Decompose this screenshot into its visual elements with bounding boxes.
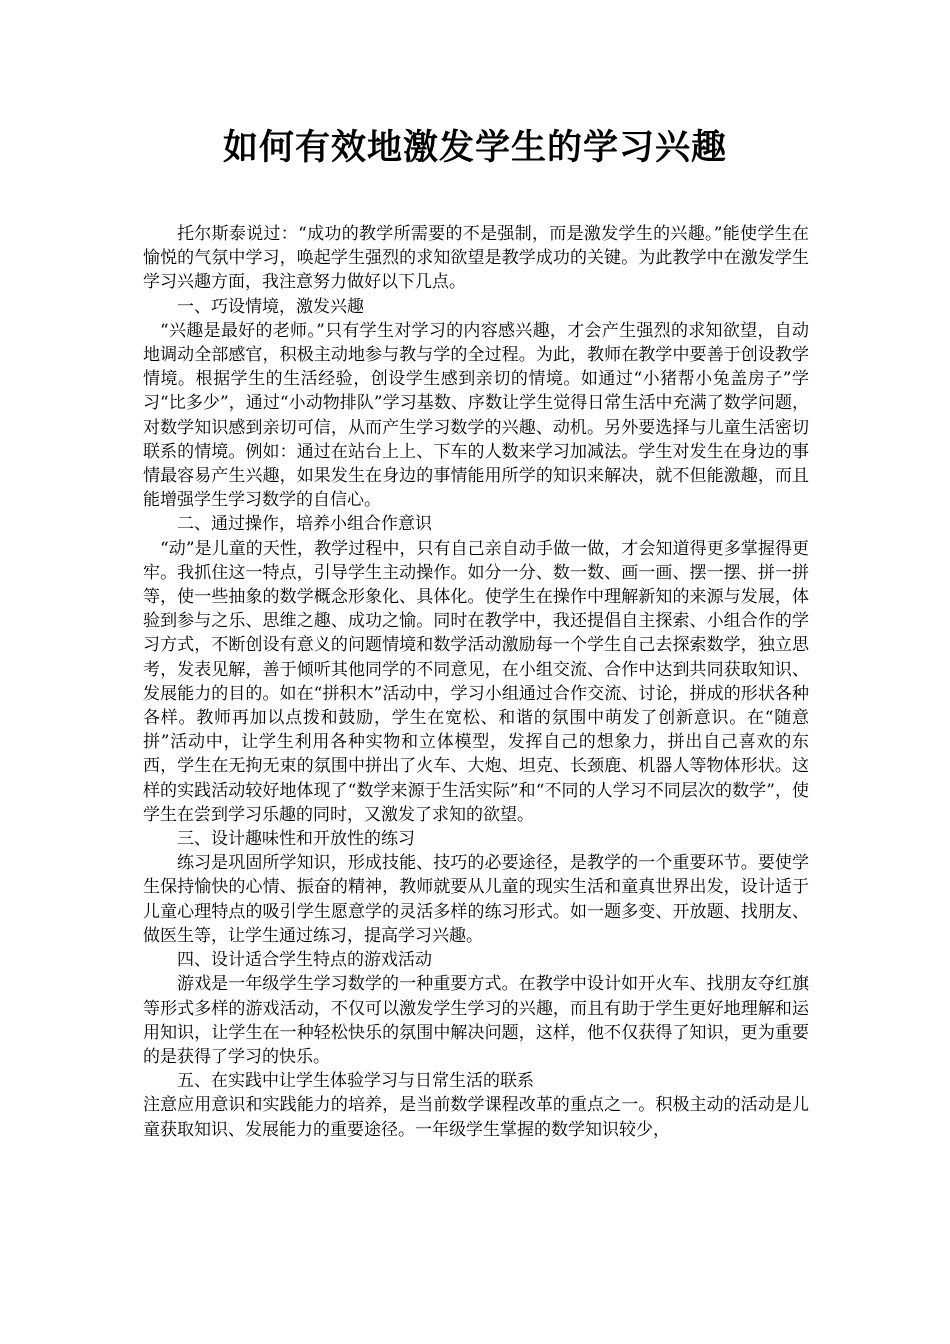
section-heading-2: 二、通过操作，培养小组合作意识 xyxy=(177,514,432,535)
section-heading-5: 五、在实践中让学生体验学习与日常生活的联系 xyxy=(177,1071,534,1092)
section-heading-1: 一、巧设情境，激发兴趣 xyxy=(177,296,364,317)
section-3-paragraph: 练习是巩固所学知识，形成技能、技巧的必要途径，是教学的一个重要环节。要使学生保持愉快的心情、振奋的精神，教师就要从儿童的现实生活和童真世界出发，设计适于儿童心理特点的吸引学生愿意学的灵活多样的练习形式。如一题多变、开放题、找朋友、做医生等，让学生通过练习，提高学习兴趣。 xyxy=(143,853,809,946)
section-5-paragraph: 注意应用意识和实践能力的培养，是当前数学课程改革的重点之一。积极主动的活动是儿童获取知识、发展能力的重要途径。一年级学生掌握的数学知识较少， xyxy=(143,1095,809,1140)
section-heading-3: 三、设计趣味性和开放性的练习 xyxy=(177,829,415,850)
section-4-paragraph: 游戏是一年级学生学习数学的一种重要方式。在教学中设计如开火车、找朋友夺红旗等形式多样的游戏活动，不仅可以激发学生学习的兴趣，而且有助于学生更好地理解和运用知识，让学生在一种轻松快乐的氛围中解决问题，这样，他不仅获得了知识，更为重要的是获得了学习的快乐。 xyxy=(143,974,809,1067)
intro-paragraph: 托尔斯泰说过：“成功的教学所需要的不是强制，而是激发学生的兴趣。”能使学生在愉悦的气氛中学习，唤起学生强烈的求知欲望是教学成功的关键。为此教学中在激发学生学习兴趣方面，我注意努力做好以下几点。 xyxy=(143,224,809,293)
section-heading-4: 四、设计适合学生特点的游戏活动 xyxy=(177,950,432,971)
document-body xyxy=(143,222,809,1142)
document-title: 如何有效地激发学生的学习兴趣 xyxy=(222,127,727,168)
section-2-paragraph: “动”是儿童的天性，教学过程中，只有自己亲自动手做一做，才会知道得更多掌握得更牢。我抓住这一特点，引导学生主动操作。如分一分、数一数、画一画、摆一摆、拼一拼等，使一些抽象的数学概念形象化、具体化。使学生在操作中理解新知的来源与发展，体验到参与之乐、思维之趣、成功之愉。同时在教学中，我还提倡自主探索、小组合作的学习方式，不断创设有意义的问题情境和数学活动激励每一个学生自己去探索数学，独立思考，发表见解，善于倾听其他同学的不同意见，在小组交流、合作中达到共同获取知识、发展能力的目的。如在“拼积木”活动中，学习小组通过合作交流、讨论，拼成的形状各种各样。教师再加以点拨和鼓励，学生在宽松、和谐的氛围中萌发了创新意识。在“随意拼”活动中，让学生利用各种实物和立体模型，发挥自己的想象力，拼出自己喜欢的东西，学生在无拘无束的氛围中拼出了火车、大炮、坦克、长颈鹿、机器人等物体形状。这样的实践活动较好地体现了“数学来源于生活实际”和“不同的人学习不同层次的数学”，使学生在尝到学习乐趣的同时，又激发了求知的欲望。 xyxy=(143,538,809,825)
section-1-paragraph: “兴趣是最好的老师。”只有学生对学习的内容感兴趣，才会产生强烈的求知欲望，自动地调动全部感官，积极主动地参与教与学的全过程。为此，教师在教学中要善于创设教学情境。根据学生的生活经验，创设学生感到亲切的情境。如通过“小猪帮小兔盖房子”学习“比多少”，通过“小动物排队”学习基数、序数让学生觉得日常生活中充满了数学问题，对数学知识感到亲切可信，从而产生学习数学的兴趣、动机。另外要选择与儿童生活密切联系的情境。例如：通过在站台上上、下车的人数来学习加减法。学生对发生在身边的事情最容易产生兴趣，如果发生在身边的事情能用所学的知识来解决，就不但能激趣，而且能增强学生学习数学的自信心。 xyxy=(143,320,809,511)
